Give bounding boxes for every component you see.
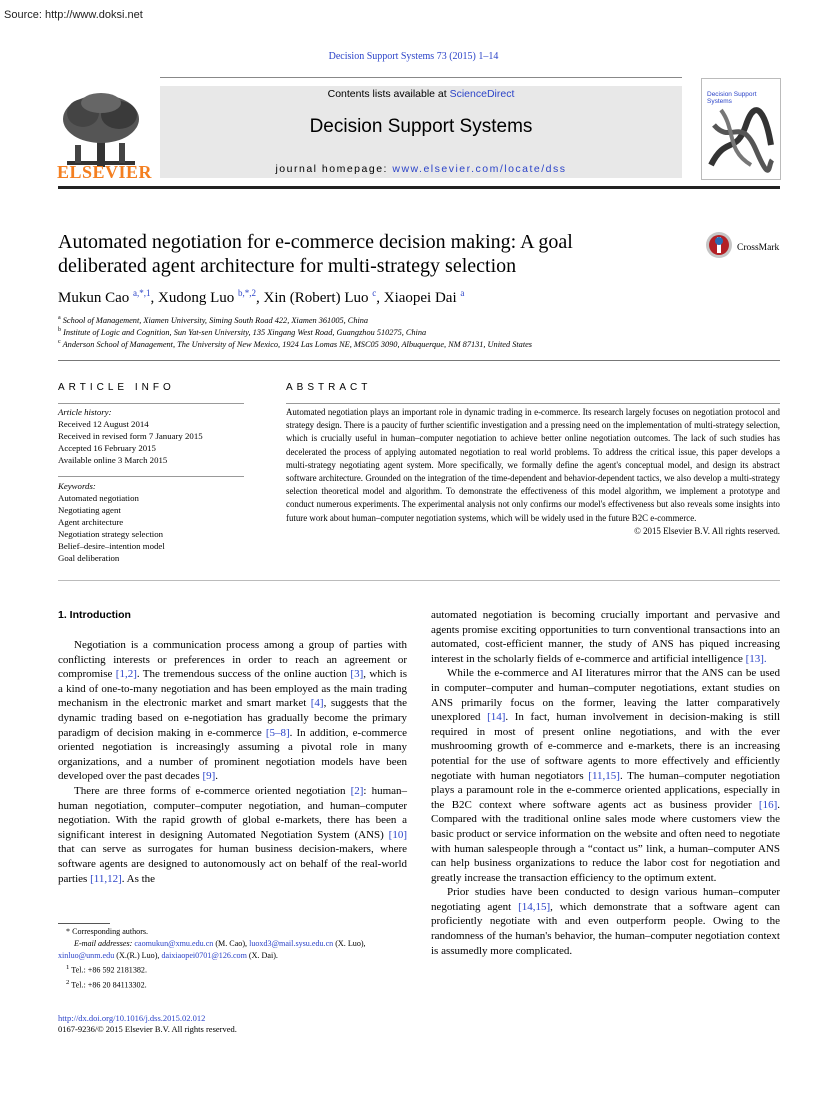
body-text: that can serve as surrogates for human business decision-makers, where software agents are designed to autonomously act on behalf of the real-world parties [58, 843, 407, 885]
keyword-item: Belief–desire–intention model [58, 541, 165, 551]
email-link[interactable]: luoxd3@mail.sysu.edu.cn [249, 939, 334, 948]
citation-link[interactable]: [11,15] [588, 769, 620, 782]
author-affiliation-mark[interactable]: b,*,2 [238, 288, 256, 298]
body-text: . In fact, human involvement in decision-making is still required in most of present online negotiations, and with the ever mushrooming growth of e-commerce and e-markets, there is an increasing potential for the use of software agents to more effectively and efficiently negotiate with human negotiators [431, 711, 781, 782]
citation-link[interactable]: [3] [350, 668, 364, 681]
title-line-2: deliberated agent architecture for multi-strategy selection [58, 255, 517, 277]
crossmark-icon[interactable] [705, 231, 733, 259]
article-info-rule [58, 403, 244, 404]
keyword-item: Agent architecture [58, 517, 124, 527]
author-name: Xin (Robert) Luo [263, 290, 369, 306]
affiliation [58, 315, 368, 325]
author-name: Xiaopei Dai [383, 290, 457, 306]
body-text: . As the [121, 872, 156, 885]
issn-line: 0167-9236/© 2015 Elsevier B.V. All rights reserved. [58, 1024, 237, 1034]
email-link[interactable]: xinluo@unm.edu [58, 951, 115, 960]
body-text: Prior studies have been conducted to design various human–computer negotiating agent [431, 886, 780, 913]
body-text: . Compared with the traditional online sales mode where customers view the basic product or service information on the website and often need to negotiate with human salespeople through a “contact us” link, a human–computer ANS can help business organizations to reduce the labor cost for negotiation and greatly increase the transaction efficiency to the optimum extent. [431, 798, 780, 884]
tel-note-1: $^1$ Tel.: +86 592 2181382. [66, 964, 147, 975]
tel-text: Tel.: +86 20 84113302. [71, 980, 147, 990]
tel-note-2: $^2$ Tel.: +86 20 84113302. [66, 978, 147, 990]
homepage-line [160, 163, 682, 175]
body-text: automated negotiation is becoming crucially important and pervasive and agents promise exciting opportunities to turn conventional transactions into an automated, cost-efficient manner, the study of ANS has piqued increasing interest in the scholarly fields of e-commerce and artificial intelligence [431, 609, 780, 665]
homepage-link[interactable]: www.elsevier.com/locate/dss [392, 163, 567, 175]
right-column [431, 608, 780, 958]
journal-cover [701, 78, 781, 180]
left-column [58, 638, 407, 886]
author-separator: , [376, 290, 384, 306]
footnote-rule [58, 923, 110, 924]
author-name: Mukun Cao [58, 290, 130, 306]
keyword-item: Negotiation strategy selection [58, 529, 164, 539]
email-label: E-mail addresses: [74, 939, 133, 948]
body-text: , suggests that the dynamic trading based on e-negotiation has gradually become the primary paradigm of decision making in e-commerce [58, 697, 407, 739]
author-name: Xudong Luo [158, 290, 235, 306]
tel-text: Tel.: +86 592 2181382. [71, 965, 147, 975]
keyword-item: Goal deliberation [58, 553, 120, 563]
body-paragraph [431, 666, 780, 885]
affiliation-text: School of Management, Xiamen University, Siming South Road 422, Xiamen 361005, China [62, 315, 369, 325]
keywords-rule [58, 476, 244, 477]
corresponding-text: Corresponding authors. [72, 927, 149, 936]
email-line [58, 938, 408, 950]
section-rule [58, 360, 780, 361]
cover-title: Decision Support Systems [707, 91, 757, 105]
source-note: Source: http://www.doksi.net [4, 9, 143, 21]
article-history [58, 406, 248, 466]
body-text: . [215, 770, 219, 783]
body-text: While the e-commerce and AI literatures mirror that the ANS can be used in computer–computer and human–computer negotiations, extant studies on ANS primarily focus on the former, leaving the latter comparatively unexplored [431, 667, 780, 724]
homepage-prefix: journal homepage: [275, 163, 393, 175]
author-affiliation-mark[interactable]: c [372, 288, 377, 298]
email-owner: (X. Dai). [246, 951, 278, 960]
footnotes [58, 926, 408, 991]
body-text: . The human–computer negotiation plays a paramount role in the e-commerce oriented applications, especially in the B2C context where software agents act as business provider [431, 769, 781, 811]
affiliation-mark: a [58, 315, 61, 321]
body-paragraph [431, 608, 780, 666]
citation-link[interactable]: [5–8] [265, 726, 290, 739]
email-line-2 [58, 950, 408, 962]
body-text: : human–human negotiation, computer–computer negotiation, and human–computer negotiation. With the rapid growth of global e-markets, there has been a significant interest in designing Automated Negotiation System (ANS) [58, 784, 408, 841]
email-owner: (X.(R.) Luo), [114, 951, 162, 960]
affiliation [58, 339, 532, 349]
section-heading-introduction: 1. Introduction [58, 609, 131, 621]
history-item: Received in revised form 7 January 2015 [58, 431, 203, 441]
history-label: Article history: [58, 407, 112, 417]
journal-reference[interactable]: Decision Support Systems 73 (2015) 1–14 [328, 51, 499, 62]
affiliation-mark: c [58, 339, 61, 345]
body-paragraph [58, 638, 407, 784]
article-title [58, 230, 658, 278]
abstract-copyright: © 2015 Elsevier B.V. All rights reserved. [634, 525, 780, 536]
history-item: Available online 3 March 2015 [58, 455, 168, 465]
body-paragraph [58, 784, 407, 886]
email-owner: (X. Luo), [333, 939, 366, 948]
doi-link[interactable]: http://dx.doi.org/10.1016/j.dss.2015.02.012 [58, 1013, 206, 1023]
author-separator: , [256, 290, 264, 306]
header-rule [160, 77, 682, 78]
body-text: , which demonstrate that a software agent can proficiently negotiate with and even outperform people. Owing to the randomness of the human's behavior, the human–computer negotiation context is assumedly more complicated. [431, 900, 780, 957]
body-paragraph [431, 885, 780, 958]
citation-link[interactable]: [13]. [745, 652, 767, 665]
elsevier-wordmark: ELSEVIER [57, 162, 153, 182]
abstract-body [286, 406, 780, 538]
citation-link[interactable]: [4] [310, 697, 324, 710]
crossmark-label[interactable]: CrossMark [737, 243, 780, 253]
citation-link[interactable]: [16] [758, 798, 778, 811]
author-list [58, 288, 464, 307]
author-affiliation-mark[interactable]: a [460, 288, 465, 298]
keywords-label: Keywords: [58, 481, 96, 491]
contents-line [160, 88, 682, 100]
affiliation-text: Anderson School of Management, The University of New Mexico, 1924 Las Lomas NE, MSC05 3090, Albuquerque, NM 87131, United States [62, 339, 533, 349]
author-separator: , [150, 290, 158, 306]
citation-link[interactable]: [2] [350, 784, 364, 797]
corresponding-note: * Corresponding authors. [66, 927, 149, 936]
abstract-text: Automated negotiation plays an important role in dynamic trading in e-commerce. Its research largely focuses on negotiation protocol and strategy design. There is a paucity of further scientific investigation and a pressing need on the implementation of multi-strategy selection, which is crucially useful in human–computer negotiation to achieve better online negotiation outcomes. The lack of such studies has decelerated the process of applying automated negotiation to real world problems. To address the critical issue, this paper develops a multi-strategy negotiating agent system. More specifically, we formally define the agent's conceptual model, and design its abstract software architecture. Grounded on the integration of the time-dependent and behavior-dependent tactics, we also develop a multi-strategy selection theoretical model and algorithm. To demonstrate the effectiveness of this model algorithm, we implement a prototype and conduct numerous experiments. The experimental analysis not only confirms our model's effectiveness but also reveals some insights into future work about human–computer negotiation systems, which will be widely used in the future B2C e-commerce. [286, 407, 780, 523]
citation-link[interactable]: [10] [388, 828, 407, 841]
doi-block [58, 1013, 237, 1035]
author-affiliation-mark[interactable]: a,*,1 [133, 288, 151, 298]
body-text: . The tremendous success of the online auction [136, 668, 351, 681]
contents-prefix: Contents lists available at [327, 88, 450, 100]
email-link[interactable]: daixiaopei0701@126.com [161, 951, 247, 960]
article-info-heading: ARTICLE INFO [58, 382, 175, 393]
cover-illustration [706, 105, 776, 175]
body-text: , which is a kind of one-to-many negotiation and has been employed as the main trading mechanism in the electronic market and smart market [58, 668, 407, 710]
keyword-item: Negotiating agent [58, 505, 121, 515]
body-rule [58, 580, 780, 581]
banner-bottom-rule [58, 186, 780, 189]
keyword-item: Automated negotiation [58, 493, 139, 503]
email-link[interactable]: caomukun@xmu.edu.cn [134, 939, 214, 948]
email-owner: (M. Cao), [213, 939, 250, 948]
abstract-rule [286, 403, 780, 404]
citation-link[interactable]: [14,15] [518, 900, 551, 913]
title-line-1: Automated negotiation for e-commerce decision making: A goal [58, 231, 573, 253]
citation-link[interactable]: [14] [487, 711, 506, 724]
journal-title: Decision Support Systems [309, 116, 533, 137]
affiliation-text: Institute of Logic and Cognition, Sun Yat-sen University, 135 Xingang West Road, Guangzhou 510275, China [63, 327, 427, 337]
history-item: Received 12 August 2014 [58, 419, 149, 429]
keywords-block [58, 480, 248, 564]
citation-link[interactable]: [11,12] [90, 872, 122, 885]
body-text: . In addition, e-commerce oriented negotiation is increasingly assuming a pivotal role in many organizations, and a number of prominent negotiation models have been developed over the past decades [58, 726, 407, 783]
body-text: There are three forms of e-commerce oriented negotiation [74, 784, 351, 797]
sciencedirect-link[interactable]: ScienceDirect [449, 88, 515, 100]
abstract-heading: ABSTRACT [286, 382, 372, 393]
affiliation-mark: b [58, 327, 61, 333]
citation-link[interactable]: [9] [202, 770, 216, 783]
affiliation [58, 327, 426, 337]
history-item: Accepted 16 February 2015 [58, 443, 156, 453]
journal-banner [160, 86, 682, 178]
body-text: Negotiation is a communication process among a group of parties with conflicting interests or preferences in order to reach an agreement or compromise [58, 639, 407, 681]
citation-link[interactable]: [1,2] [115, 668, 137, 681]
